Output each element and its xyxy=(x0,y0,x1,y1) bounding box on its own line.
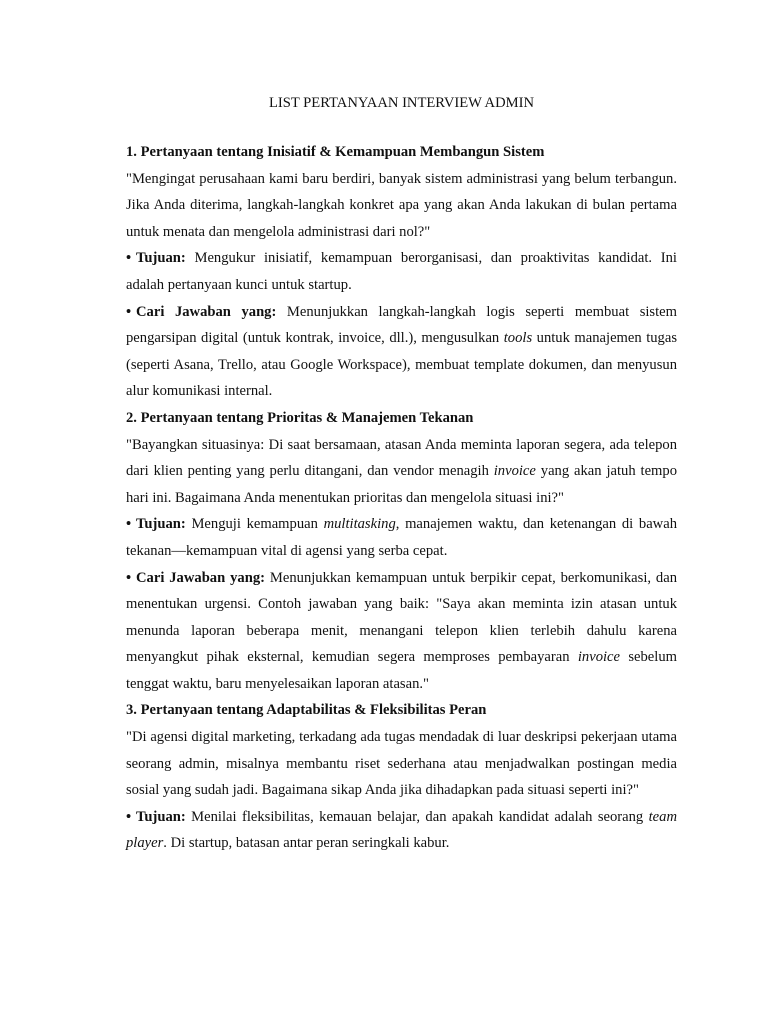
bullet-icon: • xyxy=(126,516,132,533)
question-text-part: "Bayangkan situasinya: Di saat bersamaan, atasan Anda meminta laporan segera, ada telepon dari klien penting yang perlu ditangani, dan vendor menagih xyxy=(126,436,677,480)
goal-label: Tujuan: xyxy=(136,516,186,533)
goal-text-italic: team player xyxy=(126,808,677,852)
section-2 xyxy=(126,405,677,698)
section-heading: 2. Pertanyaan tentang Prioritas & Manajemen Tekanan xyxy=(126,409,474,426)
answer-label: Cari Jawaban yang: xyxy=(136,569,265,586)
answer-text: Menunjukkan langkah-langkah logis seperti membuat sistem pengarsipan digital (untuk kontrak, invoice, dll.), mengusulkan xyxy=(126,303,677,347)
question-text: "Di agensi digital marketing, terkadang ada tugas mendadak di luar deskripsi pekerjaan utama seorang admin, misalnya membantu riset sederhana atau menjadwalkan postingan media sosial yang sudah jadi. Bagaimana sikap Anda jika dihadapkan pada situasi seperti ini?" xyxy=(126,729,677,799)
bullet-icon: • xyxy=(126,808,132,825)
document-title: LIST PERTANYAAN INTERVIEW ADMIN xyxy=(268,95,534,111)
question-text-italic: invoice xyxy=(493,463,536,480)
section-heading: 1. Pertanyaan tentang Inisiatif & Kemampuan Membangun Sistem xyxy=(126,144,545,160)
question-text xyxy=(126,432,677,512)
bullet-icon: • xyxy=(126,569,132,586)
goal-text: , manajemen waktu, dan ketenangan di bawah tekanan—kemampuan vital di agensi yang serba cepat. xyxy=(126,516,677,559)
question-text-part: yang akan jatuh tempo hari ini. Bagaimana Anda menentukan prioritas dan mengelola situasi ini?" xyxy=(126,463,677,506)
answer-text: sebelum tenggat waktu, baru menyelesaikan laporan atasan." xyxy=(126,649,677,692)
goal-text-italic: multitasking xyxy=(323,516,396,533)
section-heading: 3. Pertanyaan tentang Adaptabilitas & Fleksibilitas Peran xyxy=(126,702,487,719)
goal-label: Tujuan: xyxy=(136,250,186,267)
answer-text-italic: invoice xyxy=(577,649,621,666)
question-text: "Mengingat perusahaan kami baru berdiri, banyak sistem administrasi yang belum terbangun. Jika Anda diterima, langkah-langkah konkret apa yang akan Anda lakukan di bulan pertama untuk menata dan mengelola administrasi dari nol?" xyxy=(126,170,677,240)
answer-text: Menunjukkan kemampuan untuk berpikir cepat, berkomunikasi, dan menentukan urgensi. Contoh jawaban yang baik: "Saya akan meminta izin atasan untuk menunda laporan beberapa menit, menangani telepon klien terlebih dahulu karena menyangkut pihak eksternal, kemudian segera memproses pembayaran xyxy=(126,569,677,666)
goal-text: Menilai fleksibilitas, kemauan belajar, dan apakah kandidat adalah seorang xyxy=(185,808,649,825)
goal-label: Tujuan: xyxy=(136,808,186,825)
goal-bullet xyxy=(126,245,677,298)
answer-label: Cari Jawaban yang: xyxy=(136,303,277,320)
goal-bullet xyxy=(126,511,677,564)
section-3 xyxy=(126,697,677,857)
goal-text: Menguji kemampuan xyxy=(185,516,324,533)
answer-bullet xyxy=(126,299,677,405)
goal-bullet xyxy=(126,804,677,857)
bullet-icon: • xyxy=(126,303,132,320)
answer-text-italic: tools xyxy=(503,330,533,347)
goal-text: . Di startup, batasan antar peran seringkali kabur. xyxy=(163,835,450,852)
bullet-icon: • xyxy=(126,250,132,267)
answer-text: untuk manajemen tugas (seperti Asana, Trello, atau Google Workspace), membuat template dokumen, dan menyusun alur komunikasi internal. xyxy=(126,330,678,400)
answer-bullet xyxy=(126,565,677,698)
document-page xyxy=(126,92,677,857)
goal-text: Mengukur inisiatif, kemampuan berorganisasi, dan proaktivitas kandidat. Ini adalah pertanyaan kunci untuk startup. xyxy=(126,250,677,293)
section-1 xyxy=(126,139,677,405)
